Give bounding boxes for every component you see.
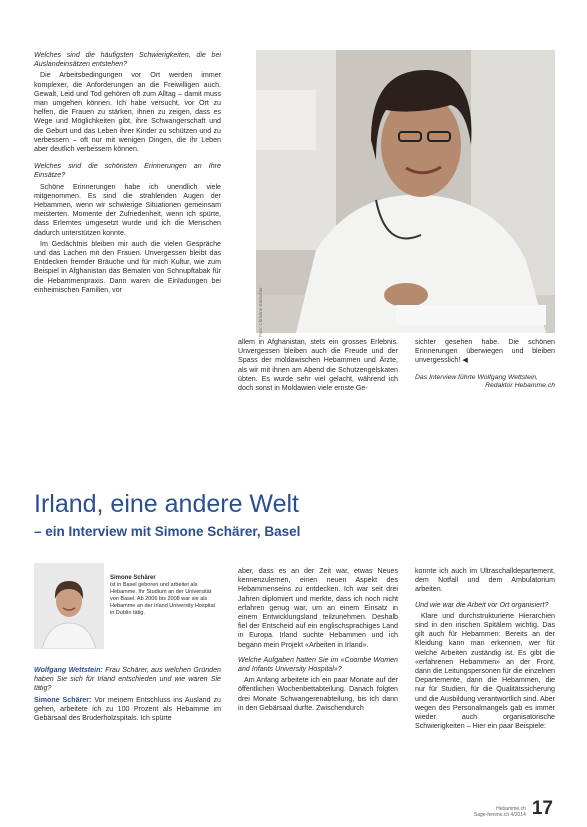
answer-1-continued: aber, dass es an der Zeit war, etwas Neues kennenzulernen, einen neuen Aspekt des Hebammenseins zu entdecken. Ich war seit drei Jahren diplomiert und merkte, dass ich noch nicht erfahren genug war, um an einem Einsatz in einem Entwicklungsland teilzunehmen. Deshalb fiel der Entscheid auf ein englischsprachiges Land in Europa. Irland suchte Hebammen und ich begann mein Projekt «Arbeiten in Irland».	[238, 567, 398, 649]
interview-answer-1	[34, 696, 221, 724]
continuation-mid-column: allem in Afghanistan, stets ein grosses Erlebnis. Unvergessen bleiben auch die Freude und der Spass der moldawischen Hebammen und Ärzte, als wir mit ihnen am Abend die Schutzengelskaten übten. Es wurde sehr viel gelacht, während ich doch sonst in Moldawien viele ernste Ge-	[238, 338, 398, 393]
question-tasks: Welche Aufgaben hatten Sie im «Coombe Women and Infants University Hospital»?	[238, 655, 398, 674]
interview-question-1	[34, 666, 221, 694]
author-bio	[110, 575, 220, 618]
question-difficulties: Welches sind die häufigsten Schwierigkeiten, die bei Auslandeinsätzen entstehen?	[34, 51, 221, 69]
author-infobox	[34, 563, 224, 658]
simone-photo	[34, 563, 104, 649]
footer-publication	[474, 806, 526, 818]
continuation-right-column	[415, 338, 555, 391]
answer-1-text: Vor meinem Entschluss ins Ausland zu gehen, arbeitete ich zu 100 Prozent als Hebamme im Gebärsaal des Bruderholzspitals. Ich spürte	[34, 695, 221, 723]
portrait-illustration	[256, 50, 555, 333]
answer-memories-2: Im Gedächtnis bleiben mir auch die vielen Gespräche und das Lachen mit den Frauen. Unvergessen bleibt das Entdecken fremder Bräuche und für mich Kultur, wie zum Beispiel in Afghanistan das Bemalen von Schnupftabak für die Hebammenpraxis. Dann waren die Einladungen bei einheimischen Familien, vor	[34, 239, 221, 294]
answer-organisation: Klare und durchstrukturierte Hierarchien sind in den irischen Spitälern wichtig. Das gilt auch für Hebammen: Bereits an der Kleidung kann man erkennen, wer für welche Arbeiten zuständig ist. Es gibt die «erfahrenen Hebammen» an der Front, dann die Leitungspersonen für die einzelnen Departemente, dann die Hebammen, die nur für Studien, für die Qualitätssicherung und die Ausbildung verantwortlich sind. Aber wegen des Personalmangels gab es immer wieder auch organisatorische Schwierigkeiten – Hier ein paar Beispiele:	[415, 611, 555, 731]
top-left-column	[34, 51, 221, 297]
answer-difficulties: Die Arbeitsbedingungen vor Ort werden immer komplexer, die Anforderungen an die Freiwilligen auch. Gewalt, Leid und Tod gehören oft zum Alltag – damit muss man umgehen können. Ich habe versucht, vor Ort zu helfen, die Frauen zu stärken, ihnen zu zeigen, dass es Wege und Möglichkeiten gibt, ihre Schwangerschaft und die Geburt und das Leben ihrer Kinder zu schützen und zu verbessern – oft nur mit wenigen Dingen, die ihr Leben aber deutlich verbessern können.	[34, 71, 221, 154]
headshot-illustration	[34, 563, 104, 649]
interview-credit	[415, 374, 555, 391]
question-organisation: Und wie war die Arbeit vor Ort organisiert?	[415, 600, 549, 609]
page-footer	[474, 800, 553, 818]
interview-column-1	[34, 666, 221, 725]
article-title: Irland, eine andere Welt	[34, 490, 299, 518]
answer-tasks-continued: konnte ich auch im Ultraschalldepartement, dem Notfall und dem Ambulatorium arbeiten.	[415, 567, 555, 594]
bio-name: Simone Schärer	[110, 575, 156, 581]
credit-line-2: Redaktor Hebamme.ch	[485, 382, 555, 390]
credit-line-1: Das Interview führte Wolfgang Wettstein,	[415, 373, 539, 381]
question-memories: Welches sind die schönsten Erinnerungen an Ihre Einsätze?	[34, 162, 221, 180]
answer-memories-1: Schöne Erinnerungen habe ich unendlich viele mitgenommen. Es sind die strahlenden Augen der Hebammen, wenn wir schwierige Situationen gemeinsam meisterten. Momente der Zufriedenheit, wenn ich spürte, dass Erlerntes umgesetzt wurde und ich die Menschen dadurch unterstützen konnte.	[34, 182, 221, 237]
interview-column-3	[415, 567, 555, 733]
photo-credit: Foto: Christine Bärlocher	[258, 287, 263, 337]
page-number: 17	[531, 798, 553, 819]
interviewee-name: Simone Schärer:	[34, 695, 92, 704]
article-subtitle: – ein Interview mit Simone Schärer, Basel	[34, 524, 301, 539]
bio-text: ist in Basel geboren und arbeitet als Hebamme. Ihr Studium an der Universität von Basel. Ab 2006 bis 2008 war sie als Hebamme an der Irland University Hospital in Dublin tätig.	[110, 582, 215, 617]
interviewee-photo	[256, 50, 555, 333]
interview-column-2	[238, 567, 398, 715]
interviewer-name: Wolfgang Wettstein:	[34, 666, 103, 674]
footer-line-1: Hebamme.ch	[496, 806, 526, 812]
footer-line-2: Sage-femme.ch 4/2014	[473, 812, 526, 818]
closing-text: sichter gesehen habe. Die schönen Erinnerungen überwiegen und bleiben unvergesslich! ◀	[415, 338, 555, 365]
question-1-text: Frau Schärer, aus welchen Gründen haben Sie sich für Irland entschieden und wie waren Sie tätig?	[34, 666, 221, 693]
answer-tasks: Am Anfang arbeitete ich ein paar Monate auf der öffentlichen Wochenbettabteilung. Danach folgten drei Monate Schwangerenabteilung, bis ich dann in den Gebärsaal durfte. Zwischendurch	[238, 676, 398, 712]
